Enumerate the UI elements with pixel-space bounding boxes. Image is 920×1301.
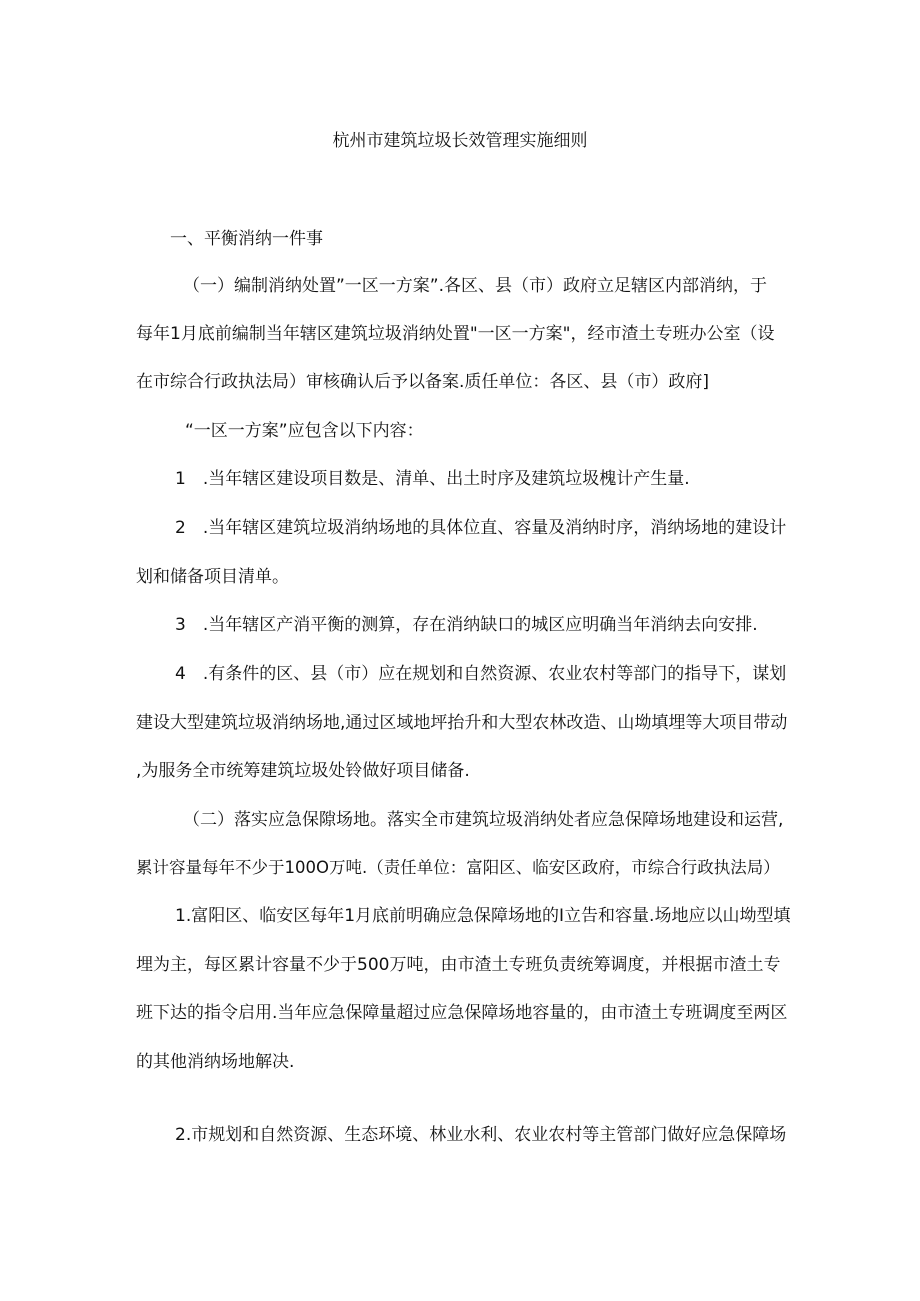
list-item-continuation: ,为服务全市统筹建筑垃圾处铃做好项目储备. bbox=[136, 761, 470, 781]
sub-item-continuation: 埋为主，每区累计容量不少于500万吨，由市渣土专班负责统筹调度，并根据市渣土专 bbox=[136, 955, 781, 975]
sub-item: 2.市规划和自然资源、生态环境、林业水利、农业农村等主管部门做好应急保障场 bbox=[175, 1125, 787, 1145]
document-title: 杭州市建筑垃圾长效管理实施细则 bbox=[332, 131, 588, 151]
section-heading: 一、平衡消纳一件事 bbox=[170, 229, 323, 249]
list-item-continuation: 划和储备项目清单。 bbox=[136, 567, 289, 587]
paragraph-line: （二）落实应急保隙场地。落实全市建筑垃圾消纳处者应急保障场地建设和运营, bbox=[183, 810, 784, 830]
paragraph-line: （一）编制消纳处置”一区一方案”.各区、县（市）政府立足辖区内部消纳，于 bbox=[183, 276, 768, 296]
sub-item: 1.富阳区、临安区每年1月底前明确应急保障场地的I立告和容量.场地应以山坳型填 bbox=[175, 906, 791, 926]
paragraph-line: 累计容量每年不少于100O万吨.（责任单位：富阳区、临安区政府，市综合行政执法局） bbox=[136, 858, 780, 877]
list-item: 2 .当年辖区建筑垃圾消纳场地的具体位直、容量及消纳时序，消纳场地的建设计 bbox=[175, 518, 787, 538]
paragraph-line: “一区一方案”应包含以下内容： bbox=[185, 421, 424, 441]
paragraph-line: 在市综合行政执法局）审核确认后予以备案.质任单位：各区、县（市）政府] bbox=[136, 372, 710, 392]
list-item: 1 .当年辖区建设项目数是、清单、出土时序及建筑垃圾槐计产生量. bbox=[175, 469, 690, 489]
sub-item-continuation: 的其他消纳场地解决. bbox=[136, 1052, 295, 1072]
paragraph-line: 每年1月底前编制当年辖区建筑垃圾消纳处置"一区一方案"，经市渣土专班办公室（设 bbox=[136, 324, 775, 344]
list-item-continuation: 建设大型建筑垃圾消纳场地,通过区域地坪抬升和大型农林改造、山坳填埋等大项目带动 bbox=[136, 713, 788, 733]
list-item: 4 .有条件的区、县（市）应在规划和自然资源、农业农村等部门的指导下，谋划 bbox=[175, 664, 787, 684]
sub-item-continuation: 班下达的指令启用.当年应急保障量超过应急保障场地容量的，由市渣土专班调度至两区 bbox=[136, 1003, 788, 1023]
list-item: 3 .当年辖区产消平衡的测算，存在消纳缺口的城区应明确当年消纳去向安排. bbox=[175, 615, 758, 635]
